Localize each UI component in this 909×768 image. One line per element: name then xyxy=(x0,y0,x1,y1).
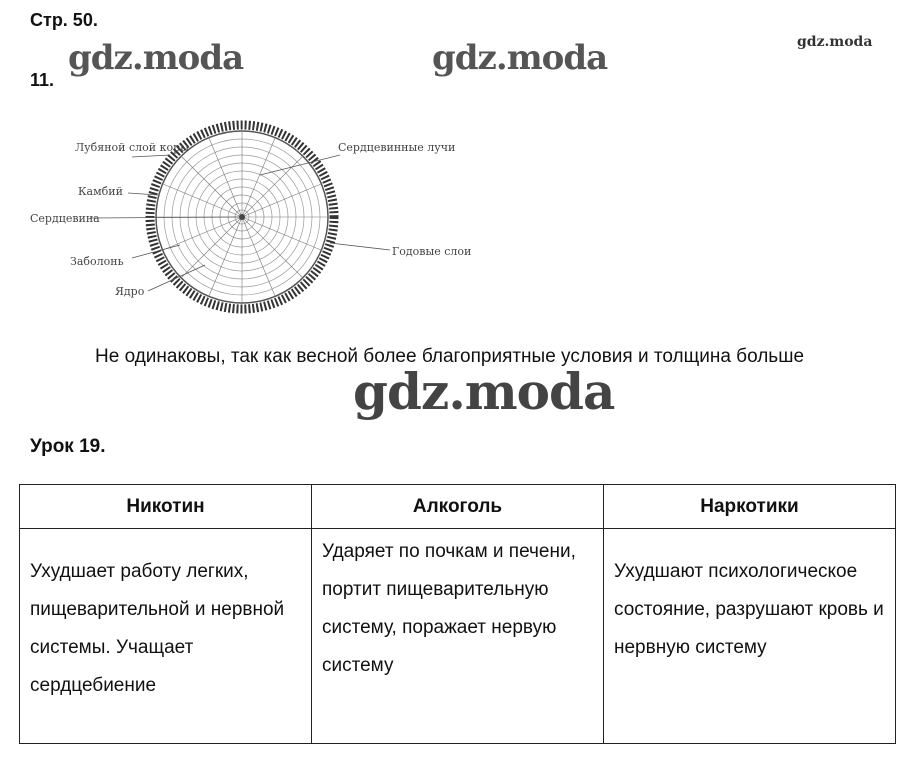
lesson-title: Урок 19. xyxy=(30,436,106,457)
table-header: Алкоголь xyxy=(312,485,604,529)
watermark: gdz.moda xyxy=(353,362,615,421)
label-rays: Сердцевинные лучи xyxy=(338,141,456,154)
table-cell: Ухудшают психологическое состояние, разрушают кровь и нервную систему xyxy=(604,529,896,744)
table-header: Никотин xyxy=(20,485,312,529)
watermark: gdz.moda xyxy=(68,38,244,78)
task-number: 11. xyxy=(30,70,55,90)
effects-table xyxy=(19,484,896,744)
page-title: Стр. 50. xyxy=(30,10,98,30)
table-cell: Ухудшает работу легких, пищеварительной и нервной системы. Учащает сердцебиение xyxy=(20,529,312,744)
label-annual-rings: Годовые слои xyxy=(392,245,472,258)
table-row xyxy=(20,529,896,744)
table-header: Наркотики xyxy=(604,485,896,529)
table-header-row xyxy=(20,485,896,529)
label-pith: Сердцевина xyxy=(30,212,100,225)
label-sapwood: Заболонь xyxy=(70,255,124,268)
tree-trunk-cross-section-diagram xyxy=(20,115,500,315)
table-cell: Ударяет по почкам и печени, портит пищеварительную систему, поражает нервую систему xyxy=(312,529,604,744)
label-bast: Лубяной слой коры xyxy=(75,141,189,154)
label-cambium: Камбий xyxy=(78,185,123,198)
answer-text: Не одинаковы, так как весной более благоприятные условия и толщина больше xyxy=(95,346,805,367)
watermark: gdz.moda xyxy=(432,38,608,78)
watermark: gdz.moda xyxy=(797,34,873,50)
label-heartwood: Ядро xyxy=(115,285,145,298)
